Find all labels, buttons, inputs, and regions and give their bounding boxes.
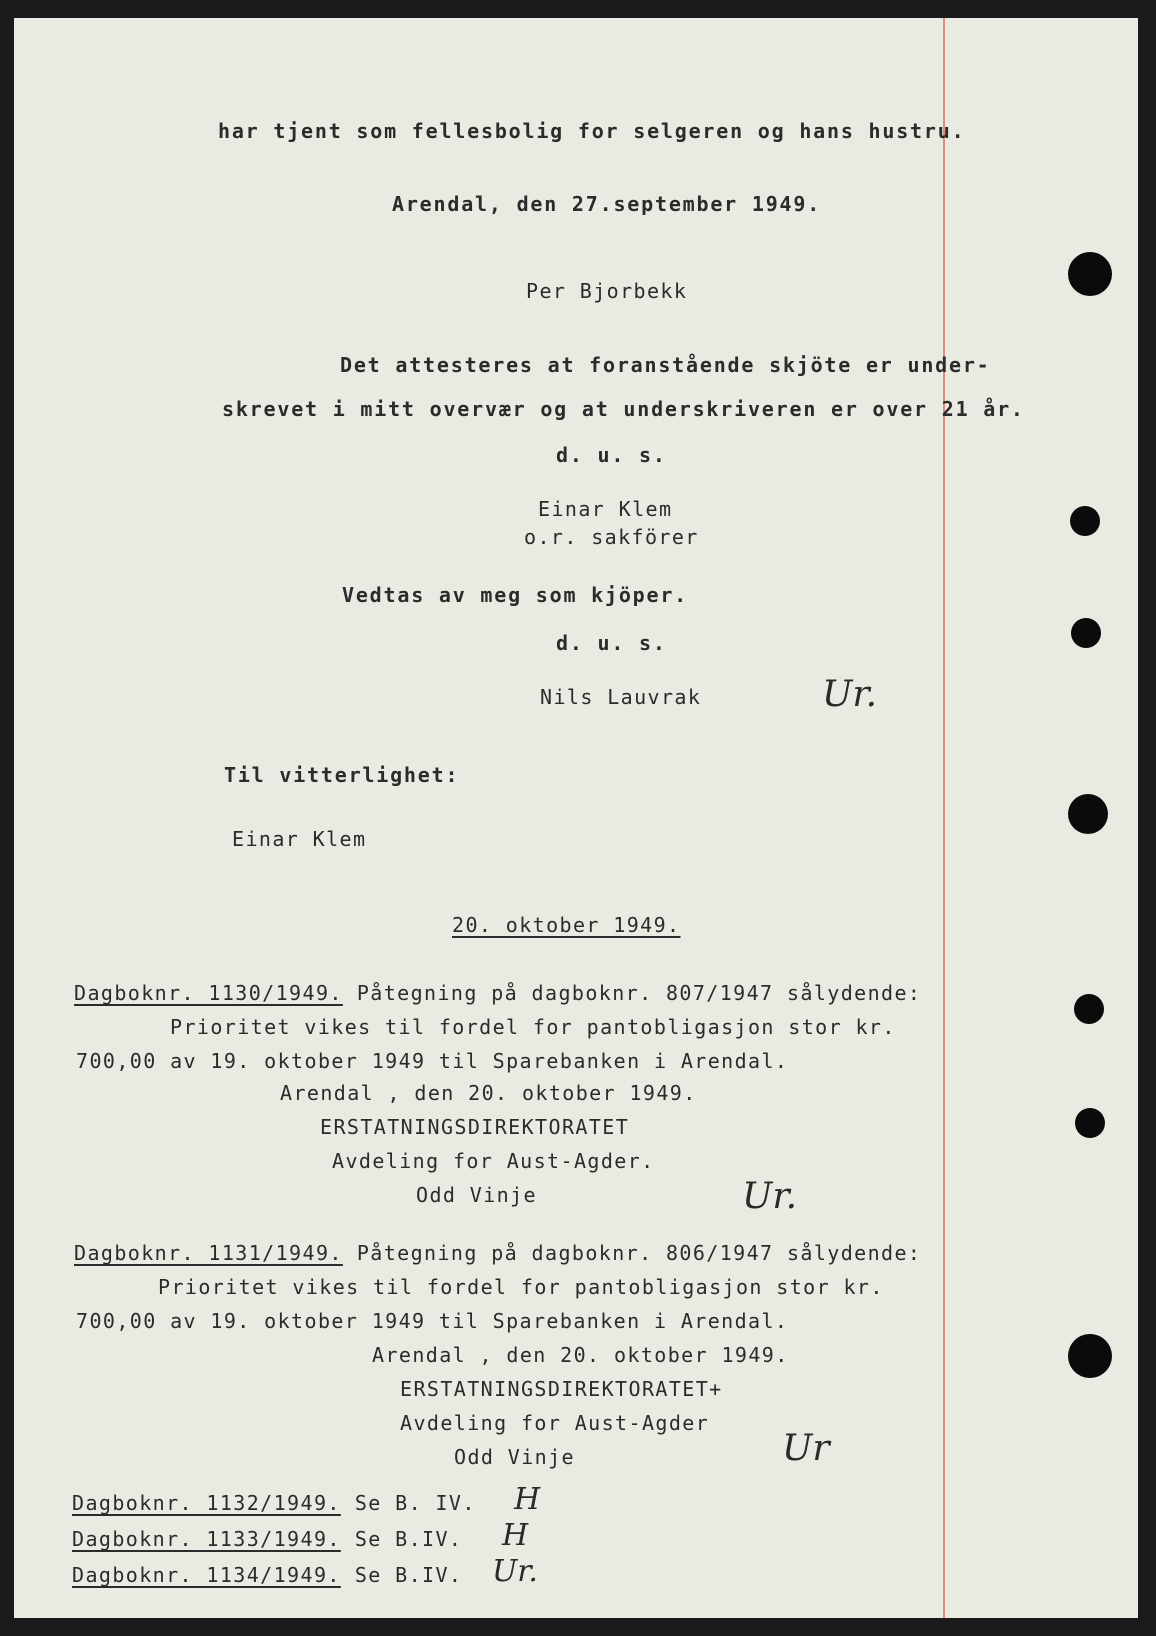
entry-line: Prioritet vikes til fordel for pantobligasjon stor kr. [158,1275,884,1299]
entry-line: 700,00 av 19. oktober 1949 til Sparebanken i Arendal. [76,1049,789,1073]
entry-ref: Dagboknr. 1134/1949. [72,1563,341,1587]
entry-ref: Dagboknr. 1132/1949. [72,1491,341,1515]
ref-row [72,1562,462,1588]
ref-note: Se B. IV. [354,1491,476,1515]
entry-line: Odd Vinje [454,1445,575,1469]
handwritten-mark: H [502,1518,529,1553]
dus-line: d. u. s. [556,443,667,467]
seller-signature: Per Bjorbekk [526,279,688,303]
buyer-signature: Nils Lauvrak [540,685,702,709]
entry-1131-head [74,1240,921,1266]
ref-row [72,1490,476,1516]
ref-row [72,1526,462,1552]
entry-line: ERSTATNINGSDIREKTORATET+ [400,1377,723,1401]
ref-note: Se B.IV. [354,1563,463,1587]
entry-ref: Dagboknr. 1131/1949. [74,1241,343,1265]
witness-signature: Einar Klem [232,827,367,851]
handwritten-mark: Ur. [822,674,878,715]
witness-title: o.r. sakförer [524,525,699,549]
section-date: 20. oktober 1949. [452,913,681,937]
handwritten-mark: H [514,1482,541,1517]
punch-hole [1068,794,1108,834]
entry-heading: Påtegning på dagboknr. 807/1947 sålydende: [356,981,922,1005]
attest-line-2: skrevet i mitt overvær og at underskriveren er over 21 år. [222,397,1025,421]
punch-hole [1075,1108,1105,1138]
punch-hole [1071,618,1101,648]
dus-line: d. u. s. [556,631,667,655]
attest-line-1: Det attesteres at foranstående skjöte er under- [340,353,991,377]
entry-1130-head [74,980,921,1006]
punch-hole [1074,994,1104,1024]
entry-line: Avdeling for Aust-Agder [400,1411,710,1435]
entry-heading: Påtegning på dagboknr. 806/1947 sålydende: [356,1241,922,1265]
ref-note: Se B.IV. [354,1527,463,1551]
entry-line: 700,00 av 19. oktober 1949 til Sparebanken i Arendal. [76,1309,789,1333]
handwritten-mark: Ur [782,1428,830,1469]
entry-ref: Dagboknr. 1133/1949. [72,1527,341,1551]
entry-ref: Dagboknr. 1130/1949. [74,981,343,1005]
entry-line: Odd Vinje [416,1183,537,1207]
entry-line: Avdeling for Aust-Agder. [332,1149,655,1173]
entry-line: ERSTATNINGSDIREKTORATET [320,1115,630,1139]
deed-date: Arendal, den 27.september 1949. [392,192,822,216]
text-line: har tjent som fellesbolig for selgeren og hans hustru. [218,119,966,143]
witness-name: Einar Klem [538,497,673,521]
handwritten-mark: Ur. [492,1554,538,1589]
entry-line: Arendal , den 20. oktober 1949. [280,1081,697,1105]
witness-heading: Til vitterlighet: [224,763,460,787]
entry-line: Arendal , den 20. oktober 1949. [372,1343,789,1367]
document-page [14,18,1138,1618]
margin-line [943,18,945,1618]
acceptance-line: Vedtas av meg som kjöper. [342,583,689,607]
handwritten-mark: Ur. [742,1176,798,1217]
punch-hole [1068,252,1112,296]
entry-line: Prioritet vikes til fordel for pantobligasjon stor kr. [170,1015,896,1039]
punch-hole [1070,506,1100,536]
punch-hole [1068,1334,1112,1378]
